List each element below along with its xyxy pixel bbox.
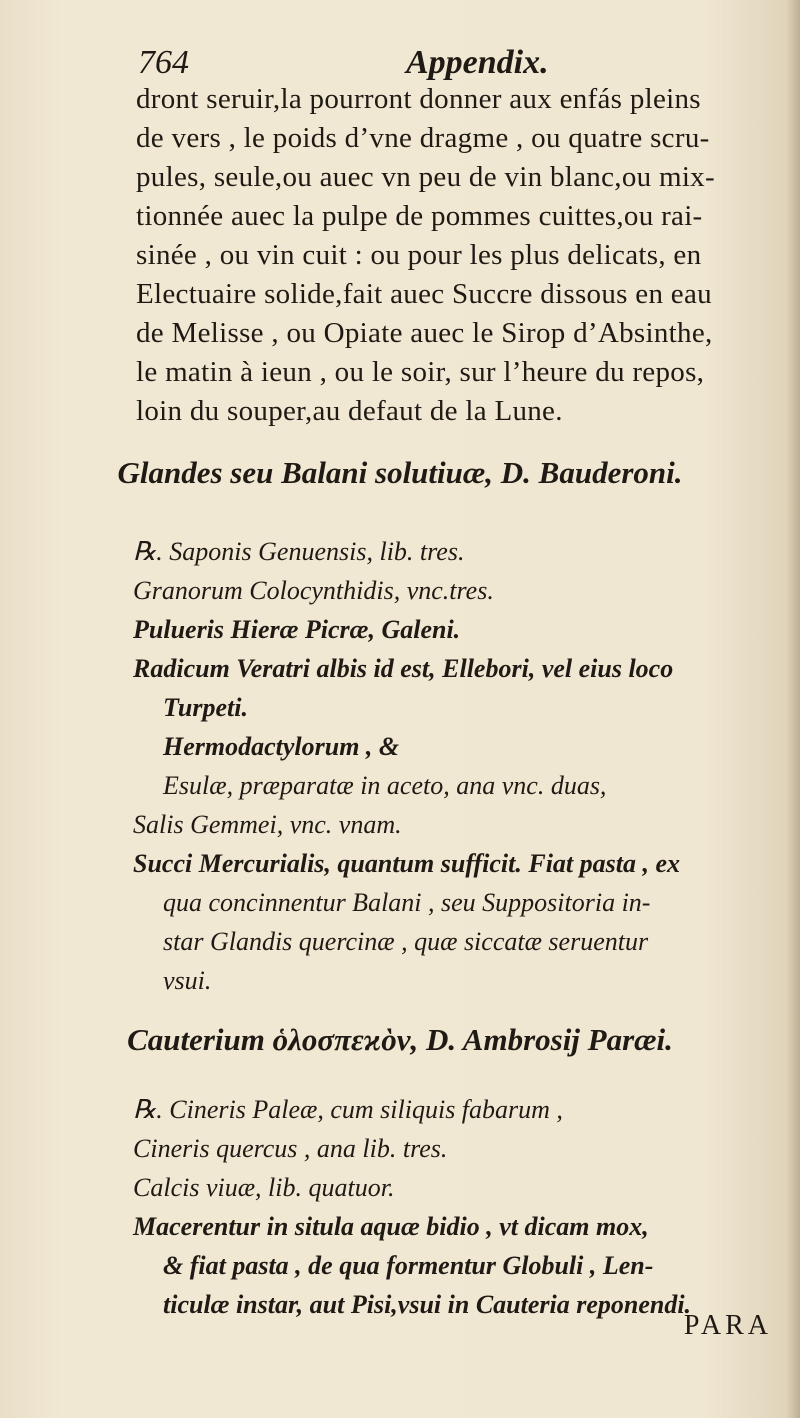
text-line: pules, seule,ou auec vn peu de vin blanc,ou mix- xyxy=(136,161,715,193)
catchword: PARA xyxy=(683,1310,772,1341)
recipe-line: ticulæ instar, aut Pisi,vsui in Cauteria reponendi. xyxy=(163,1290,692,1319)
recipe-line: ℞. Cineris Paleæ, cum siliquis fabarum , xyxy=(133,1095,563,1124)
recipe-line: Esulæ, præparatæ in aceto, ana vnc. duas, xyxy=(163,771,607,800)
recipe-line: Salis Gemmei, vnc. vnam. xyxy=(133,810,402,839)
recipe-line: Granorum Colocynthidis, vnc.tres. xyxy=(133,576,494,605)
recipe-line: star Glandis quercinæ , quæ siccatæ seruentur xyxy=(163,927,649,956)
recipe-line: Turpeti. xyxy=(163,693,248,722)
french-paragraph xyxy=(136,80,786,431)
section-heading-cauterium: Cauterium ὁλοσπεϰὸν, D. Ambrosij Paræi. xyxy=(127,1022,673,1057)
text-line: tionnée auec la pulpe de pommes cuittes,ou rai- xyxy=(136,200,703,232)
recipe-line: ℞. Saponis Genuensis, lib. tres. xyxy=(133,537,465,566)
text-line: le matin à ieun , ou le soir, sur l’heure du repos, xyxy=(136,356,705,388)
section-heading-balani: Glandes seu Balani solutiuæ, D. Bauderoni. xyxy=(117,455,683,490)
recipe-line: vsui. xyxy=(163,966,212,995)
recipe-line: & fiat pasta , de qua formentur Globuli , Len- xyxy=(163,1251,654,1280)
recipe-line: Hermodactylorum , & xyxy=(163,732,400,761)
text-line: dront seruir,la pourront donner aux enfás pleins xyxy=(136,83,701,115)
recipe-cauterium xyxy=(133,1090,793,1324)
text-line: de vers , le poids d’vne dragme , ou quatre scru- xyxy=(136,122,710,154)
text-line: Electuaire solide,fait auec Succre dissous en eau xyxy=(136,278,712,310)
text-line: de Melisse , ou Opiate auec le Sirop d’Absinthe, xyxy=(136,317,713,349)
recipe-balani xyxy=(133,532,793,1000)
text-line: sinée , ou vin cuit : ou pour les plus delicats, en xyxy=(136,239,702,271)
recipe-line: Calcis viuæ, lib. quatuor. xyxy=(133,1173,395,1202)
recipe-line: qua concinnentur Balani , seu Suppositoria in- xyxy=(163,888,651,917)
page-number: 764 xyxy=(138,44,189,81)
recipe-line: Succi Mercurialis, quantum sufficit. Fiat pasta , ex xyxy=(133,849,681,878)
recipe-line: Cineris quercus , ana lib. tres. xyxy=(133,1134,448,1163)
text-line: loin du souper,au defaut de la Lune. xyxy=(136,395,563,427)
recipe-line: Pulueris Hieræ Picræ, Galeni. xyxy=(133,615,461,644)
running-head: Appendix. xyxy=(406,44,549,81)
recipe-line: Radicum Veratri albis id est, Ellebori, vel eius loco xyxy=(133,654,674,683)
recipe-line: Macerentur in situla aquæ bidio , vt dicam mox, xyxy=(133,1212,649,1241)
